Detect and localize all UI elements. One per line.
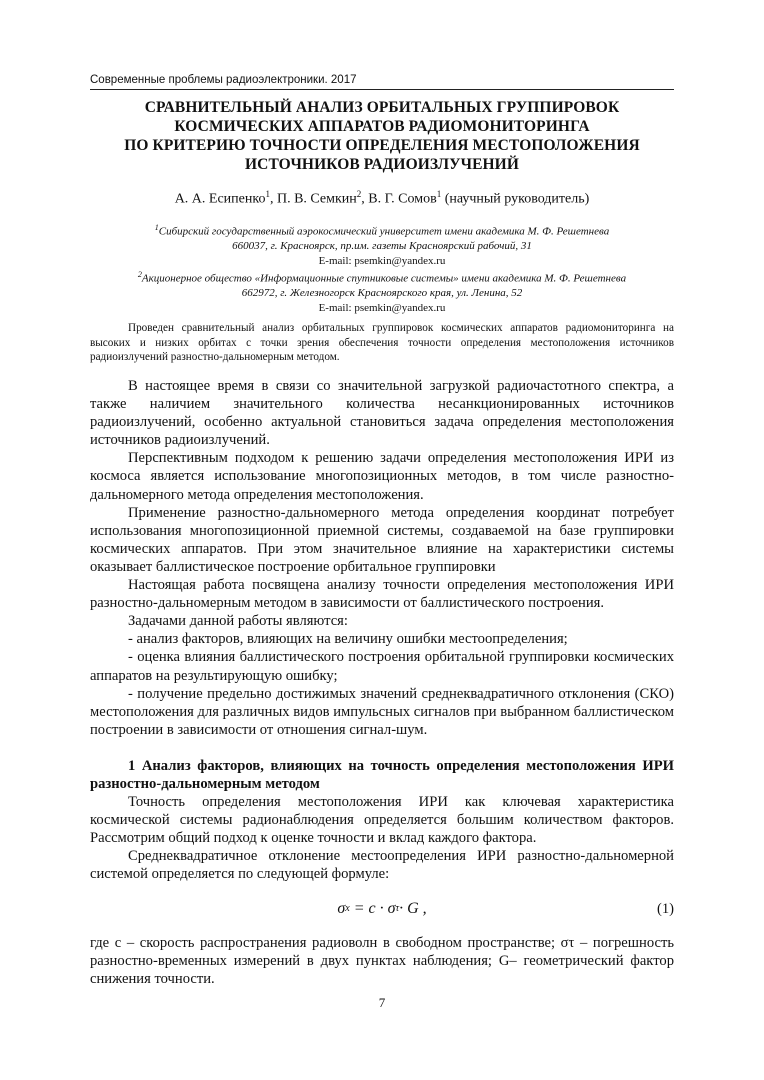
equation-1 (90, 898, 674, 922)
formula-lhs-sub: x (345, 903, 350, 915)
affil-org-name: Акционерное общество «Информационные спутниковые системы» имени академика М. Ф. Решетнева (141, 272, 627, 285)
affiliation-email: E-mail: psemkin@yandex.ru (318, 254, 446, 267)
body-paragraph: Перспективным подходом к решению задачи определения местоположения ИРИ из космоса является использование многопозиционных методов, в том числе разностно-дальномерного метода определения местоположения. (90, 450, 674, 503)
list-item: - оценка влияния баллистического построения орбитальной группировки космических аппаратов на результирующую ошибку; (90, 649, 674, 684)
body-paragraph: Настоящая работа посвящена анализу точности определения местоположения ИРИ разностно-дальномерным методом в зависимости от баллистического построения. (90, 577, 674, 612)
affiliations (90, 221, 674, 315)
section-heading: 1 Анализ факторов, влияющих на точность определения местоположения ИРИ разностно-дальномерным методом (90, 757, 674, 792)
title-line: КОСМИЧЕСКИХ АППАРАТОВ РАДИОМОНИТОРИНГА (174, 118, 590, 135)
body-paragraph: Задачами данной работы являются: (128, 613, 348, 630)
body-paragraph: Среднеквадратичное отклонение местоопределения ИРИ разностно-дальномерной системой определяется по следующей формуле: (90, 848, 674, 883)
title-line: ИСТОЧНИКОВ РАДИОИЗЛУЧЕНИЙ (245, 156, 519, 173)
author-affil-mark: 1 (265, 189, 270, 199)
author-list: А. А. Есипенко$^1$, П. В. Семкин$^2$, В. Г. Сомов$^1$ (научный руководитель) (174, 189, 590, 207)
list-item: - анализ факторов, влияющих на величину ошибки местоопределения; (128, 631, 568, 648)
author-name: П. В. Семкин (276, 191, 357, 207)
author-role: (научный руководитель) (444, 191, 590, 207)
formula-rhs-sub: τ (395, 903, 400, 915)
list-item: - получение предельно достижимых значений среднеквадратичного отклонения (СКО) местоположения для различных видов импульсных сигналов при выбранном баллистическом построении в зависимости от отношения сигнал-шум. (90, 685, 674, 738)
author-affil-mark: 1 (436, 189, 442, 199)
affil-org-name: Сибирский государственный аэрокосмический университет имени академика М. Ф. Решетнева (158, 225, 610, 238)
body-paragraph: Применение разностно-дальномерного метода определения координат потребует использования многопозиционной приемной системы, создаваемой на базе группировки космических аппаратов. При этом значительное влияние на характеристики системы оказывает баллистическое построение орбитальное группировки (90, 504, 674, 575)
author-name: В. Г. Сомов (368, 191, 437, 207)
affil-mark: 1 (154, 223, 159, 232)
affiliation-org (90, 221, 674, 239)
affiliation-address: 662972, г. Железногорск Красноярского края, ул. Ленина, 52 (241, 287, 523, 300)
affiliation-address: 660037, г. Красноярск, пр.им. газеты Красноярский рабочий, 31 (232, 240, 532, 253)
body-paragraph: В настоящее время в связи со значительной загрузкой радиочастотного спектра, а также наличием значительного количества несанкционированных источников радиоизлучений, особенно актуальной становиться задача определения местоположения источников радиоизлучений. (90, 378, 674, 449)
author-name: А. А. Есипенко (174, 191, 266, 207)
title-line: ПО КРИТЕРИЮ ТОЧНОСТИ ОПРЕДЕЛЕНИЯ МЕСТОПОЛОЖЕНИЯ (124, 137, 640, 154)
paper-title (90, 98, 674, 174)
formula-lhs: σ (337, 900, 346, 918)
author-affil-mark: 2 (356, 189, 362, 199)
formula-rhs-tail: · G , (399, 900, 427, 918)
abstract: Проведен сравнительный анализ орбитальных группировок космических аппаратов радиомониторинга на высоких и низких орбитах с точки зрения обеспечения точности определения местоположения источников радиоизлучений разностно-дальномерным методом. (90, 322, 674, 364)
affiliation-email: E-mail: psemkin@yandex.ru (318, 301, 446, 314)
page-number: 7 (378, 995, 386, 1010)
affiliation-org (90, 268, 674, 286)
affil-mark: 2 (137, 270, 142, 280)
body-paragraph: Точность определения местоположения ИРИ как ключевая характеристика космической системы радионаблюдения определяется большим количеством факторов. Рассмотрим общий подход к оценке точности и вклад каждого фактора. (90, 794, 674, 847)
formula-rhs: = c · σ (353, 900, 396, 918)
running-header: Современные проблемы радиоэлектроники. 2017 (90, 74, 674, 90)
title-line: СРАВНИТЕЛЬНЫЙ АНАЛИЗ ОРБИТАЛЬНЫХ ГРУППИРОВОК (144, 99, 620, 116)
main-text (90, 377, 674, 988)
equation-number: (1) (656, 901, 674, 918)
body-paragraph: где с – скорость распространения радиоволн в свободном пространстве; στ – погрешность разностно-временных измерений в двух пунктах наблюдения; G– геометрический фактор снижения точности. (90, 934, 674, 987)
